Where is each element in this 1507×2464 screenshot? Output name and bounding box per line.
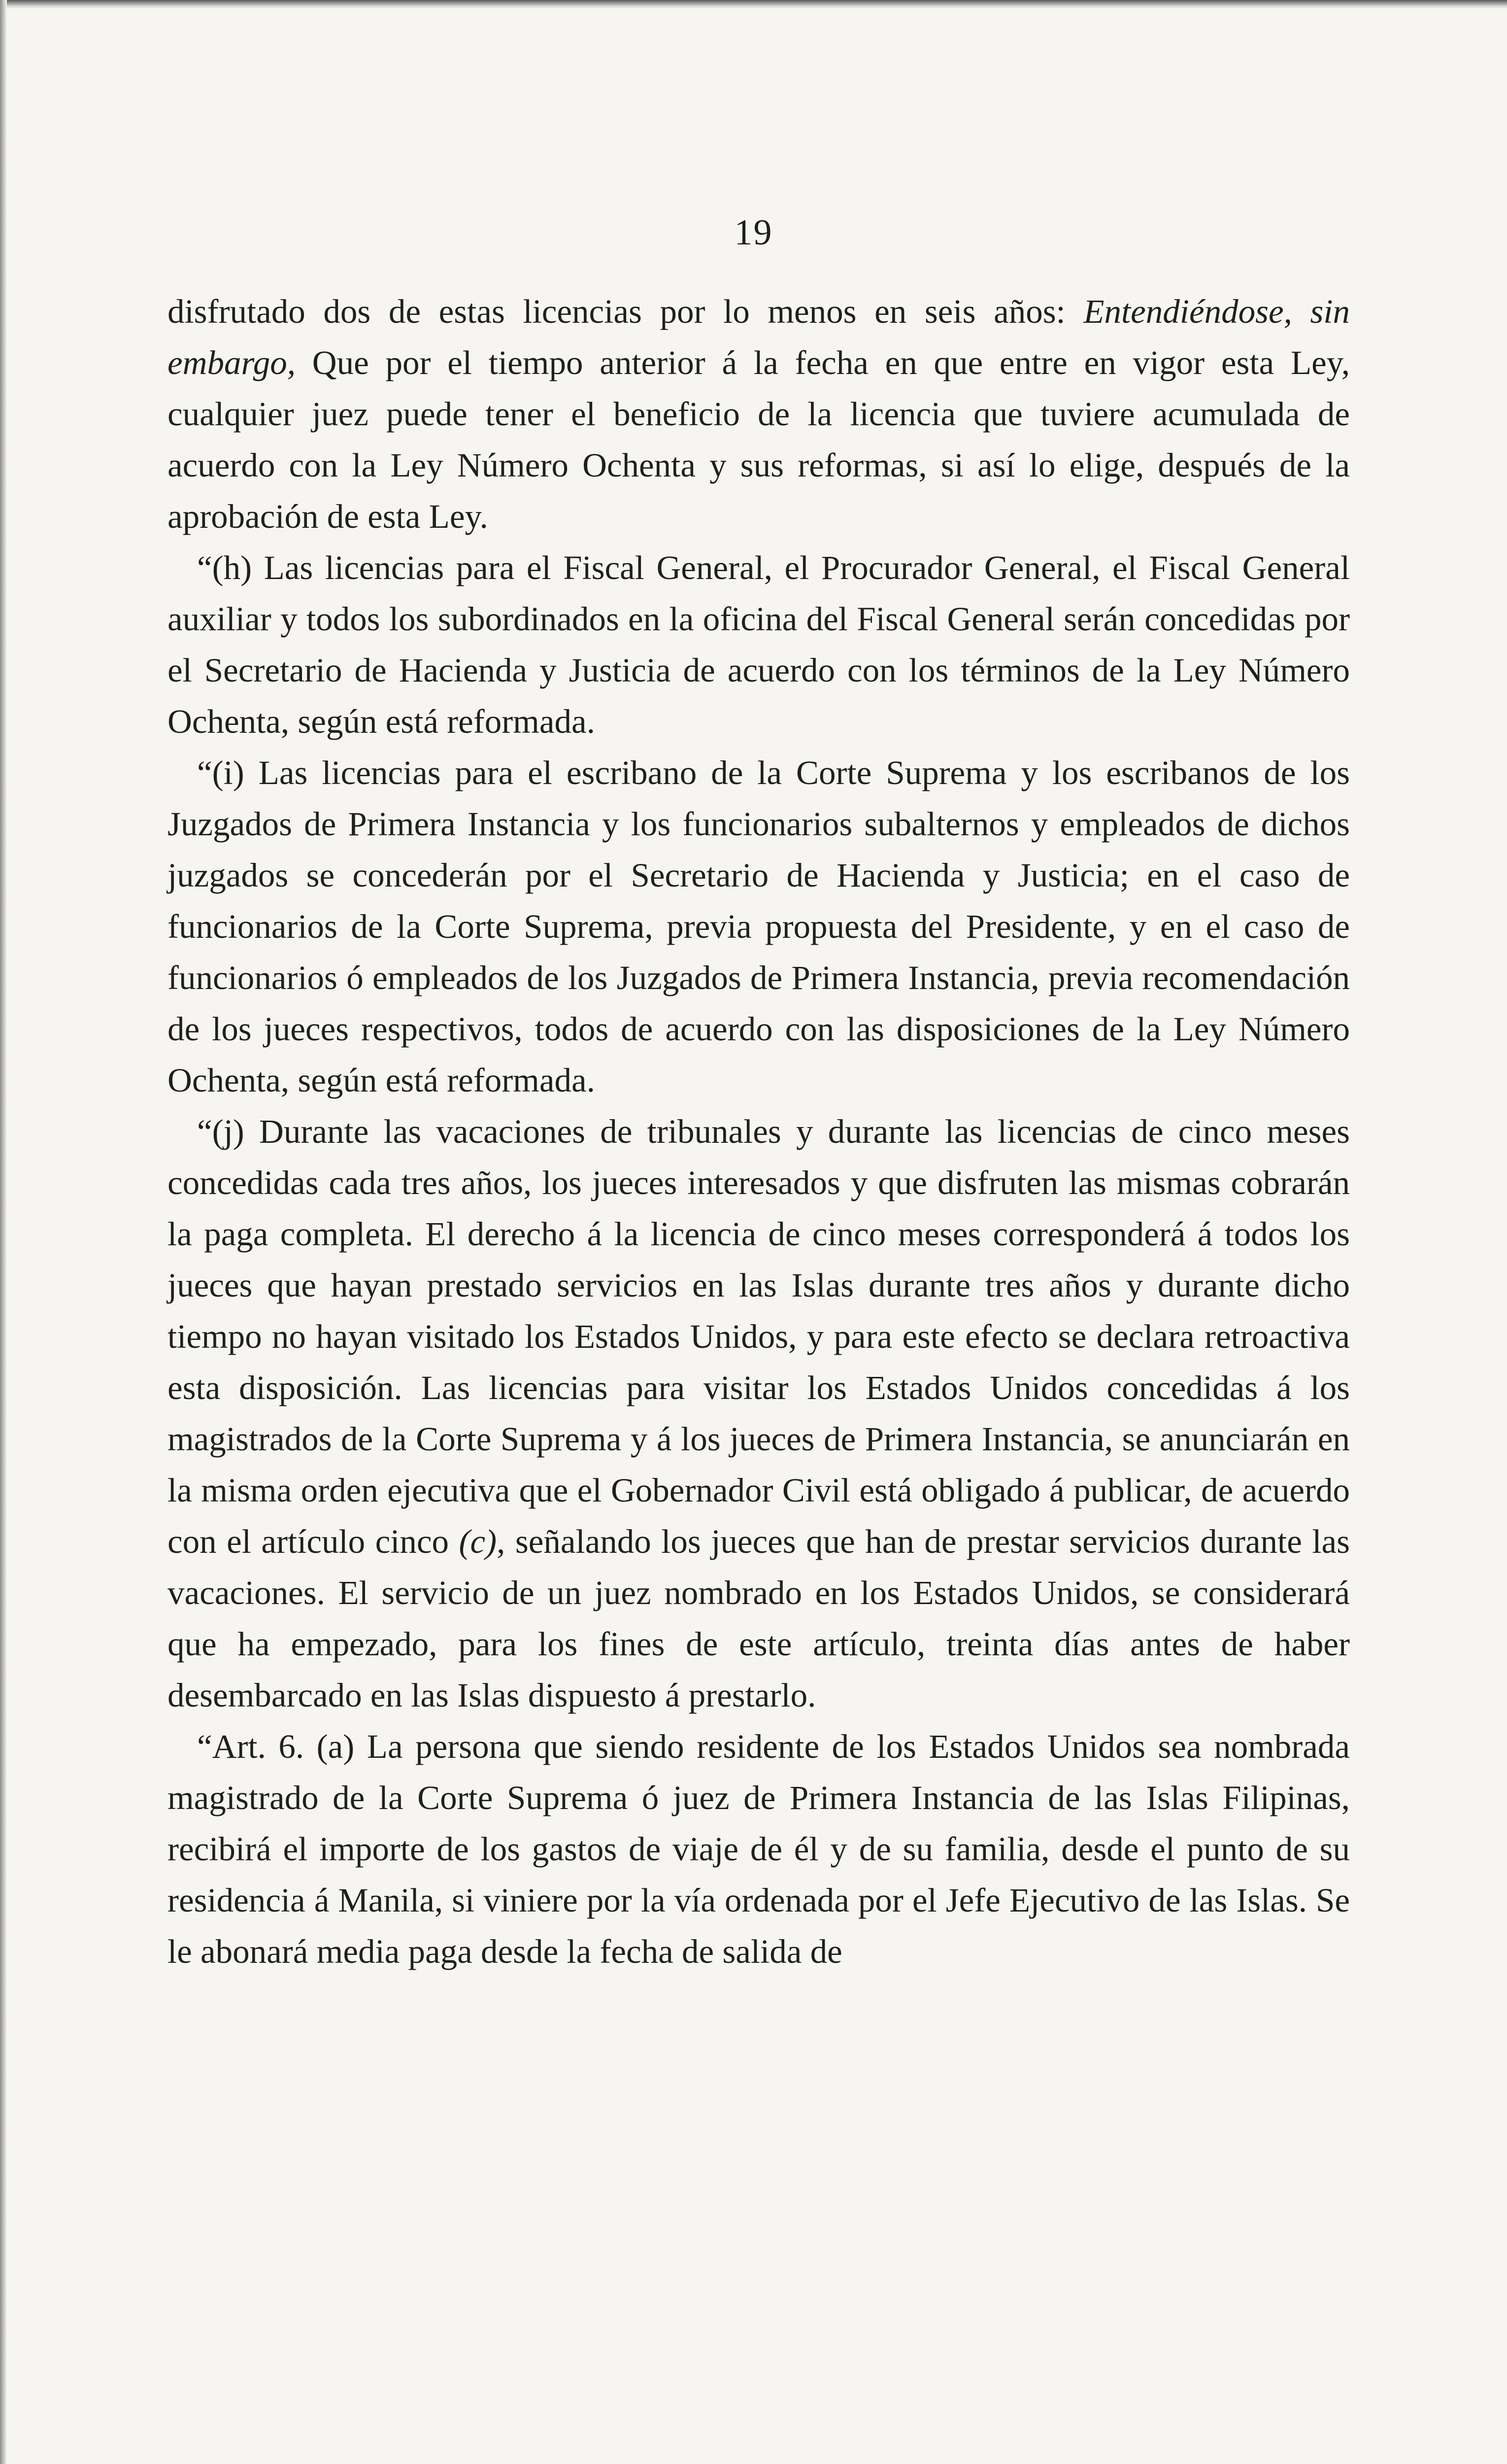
paragraph-text: Que por el tiempo anterior á la fecha en que entre en vigor esta Ley, cualquier juez puede tener el beneficio de la licencia que tuviere acumulada de acuerdo con la Ley Número Ochenta y sus reformas, si así lo elige, después de la aprobación de esta Ley. — [167, 344, 1350, 535]
page-number: 19 — [734, 212, 773, 253]
paragraph-emphasis: (c) — [459, 1523, 497, 1560]
document-body — [167, 286, 1350, 1977]
section-marker: “(h) — [197, 549, 252, 586]
section-marker: “(j) — [197, 1113, 244, 1150]
paragraph-section-h — [167, 542, 1350, 747]
paragraph-section-i — [167, 747, 1350, 1106]
paragraph-text: , señalando los jueces que han de prestar servicios durante las vacaciones. El servicio de un juez nombrado en los Estados Unidos, se considerará que ha empezado, para los fines de este artículo, treinta días antes de haber desembarcado en las Islas dispuesto á prestarlo. — [167, 1523, 1350, 1714]
paragraph-emphasis: Entendiéndose, sin embargo, — [167, 293, 1350, 381]
paragraph-continuation — [167, 286, 1350, 542]
paragraph-section-j — [167, 1106, 1350, 1721]
paragraph-text: La persona que siendo residente de los Estados Unidos sea nombrada magistrado de la Corte Suprema ó juez de Primera Instancia de las Islas Filipinas, recibirá el importe de los gastos de viaje de él y de su familia, desde el punto de su residencia á Manila, si viniere por la vía ordenada por el Jefe Ejecutivo de las Islas. Se le abonará media paga desde la fecha de salida de — [167, 1728, 1350, 1970]
paragraph-article-6a — [167, 1721, 1350, 1977]
scan-top-edge — [0, 0, 1507, 9]
paragraph-text: Durante las vacaciones de tribunales y durante las licencias de cinco meses concedidas cada tres años, los jueces interesados y que disfruten las mismas cobrarán la paga completa. El derecho á la licencia de cinco meses corresponderá á todos los jueces que hayan prestado servicios en las Islas durante tres años y durante dicho tiempo no hayan visitado los Estados Unidos, y para este efecto se declara retroactiva esta disposición. Las licencias para visitar los Estados Unidos concedidas á los magistrados de la Corte Suprema y á los jueces de Primera Instancia, se anunciarán en la misma orden ejecutiva que el Gobernador Civil está obligado á publicar, de acuerdo con el artículo cinco — [167, 1113, 1350, 1560]
section-marker: “(i) — [197, 754, 244, 791]
paragraph-text: disfrutado dos de estas licencias por lo menos en seis años: — [167, 293, 1084, 330]
paragraph-text: Las licencias para el escribano de la Corte Suprema y los escribanos de los Juzgados de Primera Instancia y los funcionarios subalternos y empleados de dichos juzgados se concederán por el Secretario de Hacienda y Justicia; en el caso de funcionarios de la Corte Suprema, previa propuesta del Presidente, y en el caso de funcionarios ó empleados de los Juzgados de Primera Instancia, previa recomendación de los jueces respectivos, todos de acuerdo con las disposiciones de la Ley Número Ochenta, según está reformada. — [167, 754, 1350, 1099]
paragraph-text: Las licencias para el Fiscal General, el Procurador General, el Fiscal General auxiliar y todos los subordinados en la oficina del Fiscal General serán concedidas por el Secretario de Hacienda y Justicia de acuerdo con los términos de la Ley Número Ochenta, según está reformada. — [167, 549, 1350, 740]
section-marker: “Art. 6. (a) — [197, 1728, 355, 1765]
scan-left-edge — [0, 0, 7, 2464]
